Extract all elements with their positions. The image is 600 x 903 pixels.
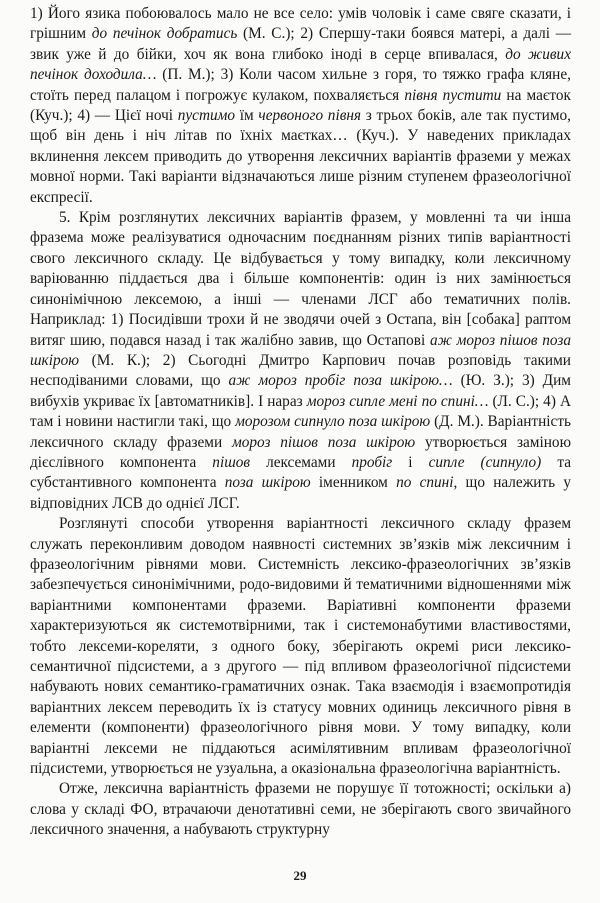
text-run: 5. Крім розглянутих лексичних варіантів фразем, у мовленні та чи інша фразема може реалізуватися одночасним поєднанням різних типів варіантності свого лексичного складу. Це відбувається у тому випадку, коли лексичному варіюванню піддається два і більше компонентів: один із них замінюється синонімічною лексемою, а інші — членами ЛСГ або тематичних полів. Наприклад: 1) Посидівши трохи й не зводячи очей з Остапа, він [собака] раптом витяг шию, подався назад і так жалібно завив, що Остапові [30,209,571,349]
italic-example: пустимо [177,107,236,125]
italic-example: мороз пішов поза шкірою [231,433,416,451]
italic-example: пішов [212,453,251,471]
italic-example: пробіг [351,453,393,471]
text-run: (Л. С.); 4) А там і новини настигли такі, що [30,392,571,431]
text-run: та субстантивного компонента [30,453,571,492]
text-run: (П. М.); 3) Коли часом хильне з горя, то тяжко графа кляне, стоїть перед палацом і погрожує кулаком, похваляється [30,66,571,104]
text-run: іменником [310,474,397,492]
italic-example: сипле (сипнуло) [428,453,542,471]
italic-example: до печінок добратись [91,25,238,43]
italic-example: до живих печінок доходила… [30,45,571,84]
paragraph [30,514,571,779]
text-run: (М. С.); 2) Спершу-таки боявся матері, а далі — звик уже й до бійки, хоч як вона глибоко іноді в серце впивалася, [30,25,572,63]
italic-example: по спині [396,474,454,492]
italic-example: мороз сипле мені по спині… [306,392,489,410]
text-run: Розглянуті способи утворення варіантності лексичного складу фразем служать переконливим доводом наявності системних зв’язків між лексичним і фразеологічним рівнями мови. Системність лексико-фразеологічних зв’язків забезпечується синонімічними, родо-видовими й тематичними відношеннями між варіантними компонентами фраземи. Варіативні компоненти фраземи характеризуються як системотвірними, так і системонабутими властивостями, тобто лексеми-кореляти, з одного боку, зберігають окремі риси лексико-семантичної підсистеми, а з другого — під впливом фразеологічної підсистеми набувають нових семантико-граматичних ознак. Така взаємодія і взаємопротидія варіантних лексем переводить їх із статусу мовних одиниць лексичного рівня в елементи (компоненти) фразеологічного рівня мови. У тому випадку, коли варіантні лексеми не піддаються асимілятивним впливам фразеологічної підсистеми, утворюється не узуальна, а оказіональна фразеологічна варіантність. [30,515,571,778]
text-run: (Ю. З.); 3) Дим вибухів укриває їх [автоматників]. І нараз [30,372,571,410]
text-run: і [392,453,429,471]
text-run: на маєток (Куч.); 4) — Цієї ночі [30,86,571,125]
italic-example: аж мороз пробіг поза шкірою… [228,372,453,390]
paragraph [30,4,571,208]
paragraph [30,779,571,840]
text-run: , що належить у відповідних ЛСВ до однієї ЛСГ. [30,474,571,512]
text-run: Отже, лексична варіантність фраземи не порушує її тотожності; оскільки а) слова у складі ФО, втрачаючи денотативні семи, не зберігають свого звичайного лексичного значення, а набувають структурну [30,780,571,839]
text-run: з трьох боків, але так пустимо, щоб він день і ніч літав по їхніх маєтках… (Куч.). У наведених прикладах вклинення лексем приводить до утворення лексичних варіантів фраземи у межах мовної норми. Такі варіанти відзначаються лише різним ступенем фразеологічної експресії. [30,107,571,206]
text-run: (М. К.); 2) Сьогодні Дмитро Карпович почав розповідь такими несподіваними словами, що [30,351,571,390]
text-run: утворюється заміною дієслівного компонента [30,433,572,471]
italic-example: червоного півня [258,107,362,125]
text-run: їм [235,107,259,125]
paragraph [30,208,571,514]
italic-example: аж мороз пішов поза шкірою [30,331,571,369]
page-number: 29 [293,868,307,883]
italic-example: поза шкірою [224,474,311,492]
text-run: лексемами [250,453,352,471]
text-run: (Д. М.). Варіантність лексичного складу фраземи [30,413,571,451]
body-text [30,4,571,841]
italic-example: морозом сипнуло поза шкірою [235,413,431,431]
italic-example: півня пустити [404,86,502,104]
text-run: 1) Його язика побоювалось мало не все село: умів чоловік і саме свяге сказати, і грішним [30,5,571,43]
